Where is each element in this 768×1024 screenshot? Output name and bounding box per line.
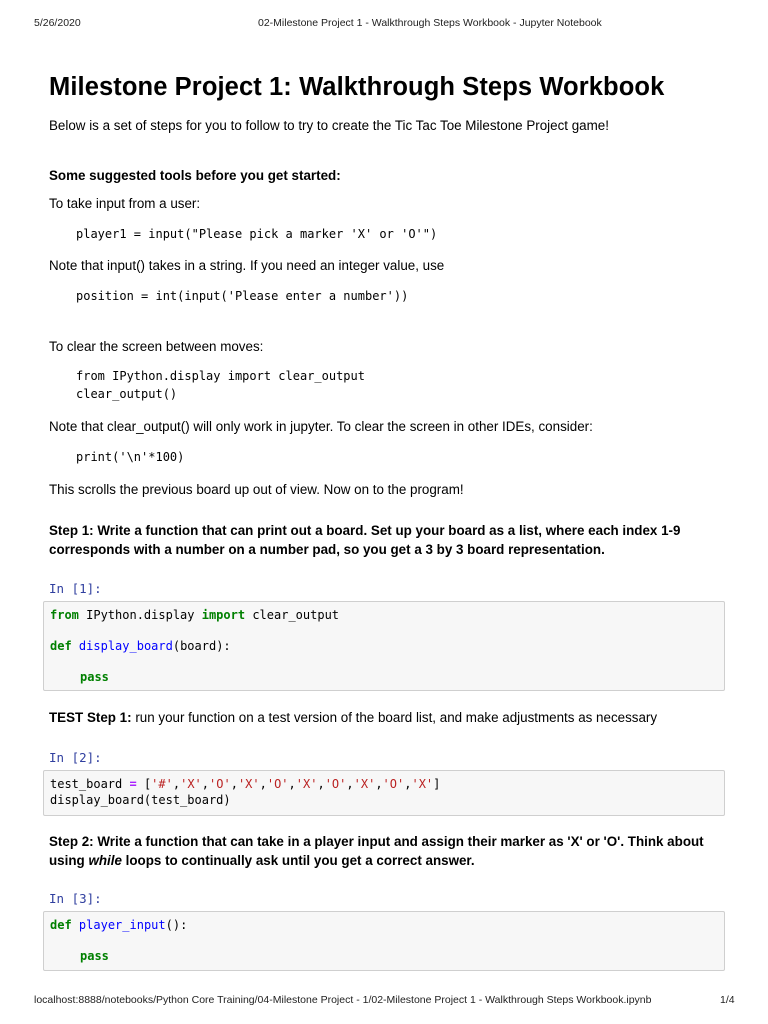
input-code: player1 = input("Please pick a marker 'X' or 'O'") (76, 227, 438, 241)
clear-code-2: clear_output() (76, 387, 178, 401)
cell2-prompt: In [2]: (49, 750, 102, 765)
input-text: To take input from a user: (49, 196, 201, 211)
code-line: from IPython.display import clear_output (50, 608, 340, 622)
list-item-string: 'X' (353, 777, 376, 791)
list-item-string: 'X' (180, 777, 202, 791)
cell1-prompt: In [1]: (49, 581, 102, 596)
list-item-string: 'O' (266, 777, 289, 791)
clear-note: Note that clear_output() will only work in jupyter. To clear the screen in other IDEs, consider: (49, 419, 593, 434)
code-cell-1[interactable] (43, 601, 725, 691)
clear-text: To clear the screen between moves: (49, 339, 264, 354)
code-line: def player_input(): (50, 918, 188, 932)
intro-text: Below is a set of steps for you to follow to try to create the Tic Tac Toe Milestone Project game! (49, 118, 609, 133)
step1-heading-line2: corresponds with a number on a number pad, so you get a 3 by 3 board representation. (49, 542, 605, 557)
list-item-string: 'X' (295, 777, 318, 791)
list-item-string: 'O' (209, 777, 231, 791)
clear-code-1: from IPython.display import clear_output (76, 369, 365, 383)
int-note: Note that input() takes in a string. If you need an integer value, use (49, 258, 445, 273)
code-line: display_board(test_board) (50, 793, 231, 807)
step2-heading-line1: Step 2: Write a function that can take in a player input and assign their marker as 'X' or 'O'. Think about (49, 834, 704, 849)
print-url: localhost:8888/notebooks/Python Core Training/04-Milestone Project - 1/02-Milestone Project 1 - Walkthrough Steps Workbook.ipynb (34, 994, 652, 1006)
list-item-string: 'X' (411, 777, 434, 791)
print-title: 02-Milestone Project 1 - Walkthrough Steps Workbook - Jupyter Notebook (258, 17, 602, 29)
code-cell-2[interactable] (43, 770, 725, 816)
code-line: def display_board(board): (50, 639, 231, 653)
page-title: Milestone Project 1: Walkthrough Steps Workbook (49, 73, 665, 101)
step1-heading-line1: Step 1: Write a function that can print out a board. Set up your board as a list, where each index 1-9 (49, 523, 681, 538)
print-date: 5/26/2020 (34, 17, 81, 29)
code-cell-3[interactable] (43, 911, 725, 971)
code-line: test_board = ['#','X','O','X','O','X','O','X','O','X'] (50, 777, 441, 791)
page-number: 1/4 (720, 994, 735, 1006)
scroll-text: This scrolls the previous board up out of view. Now on to the program! (49, 482, 464, 497)
list-item-string: 'X' (237, 777, 260, 791)
print-code: print('\n'*100) (76, 450, 185, 464)
list-item-string: 'O' (382, 777, 405, 791)
step2-heading-line2: using while loops to continually ask until you get a correct answer. (49, 853, 475, 868)
list-item-string: 'O' (324, 777, 347, 791)
code-line: pass (80, 949, 109, 963)
test-step1-text: TEST Step 1: run your function on a test version of the board list, and make adjustments as necessary (49, 710, 658, 725)
code-line: pass (80, 670, 109, 684)
int-code: position = int(input('Please enter a number')) (76, 289, 409, 303)
cell3-prompt: In [3]: (49, 891, 102, 906)
list-item-string: '#' (151, 777, 173, 791)
tools-heading: Some suggested tools before you get started: (49, 168, 341, 183)
